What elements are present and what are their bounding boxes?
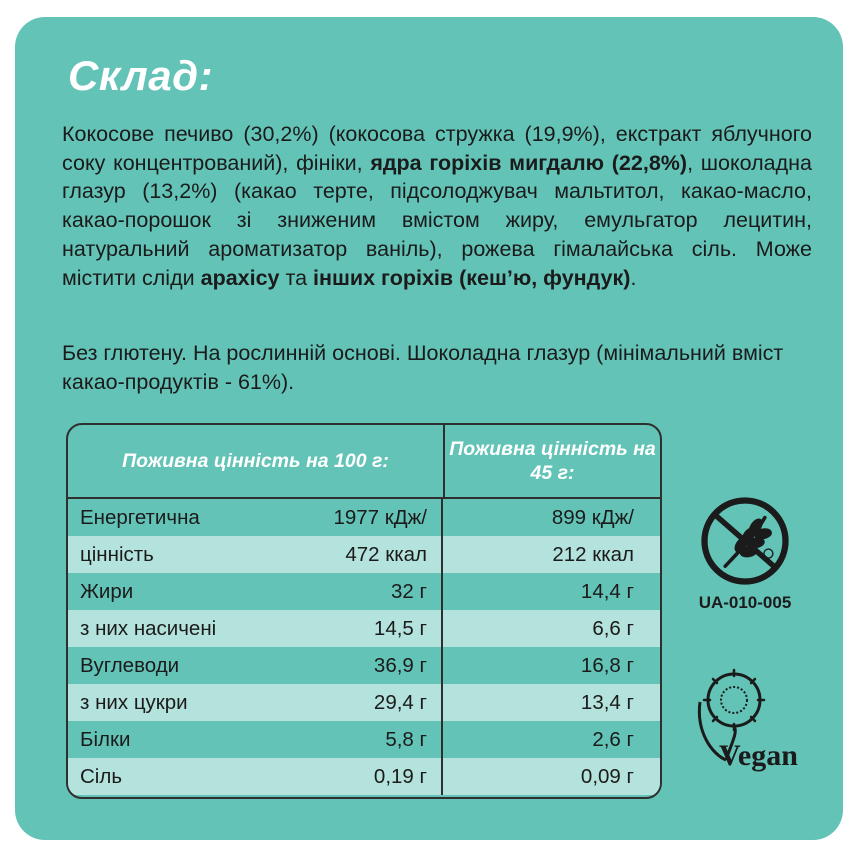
nutrient-name: Білки — [80, 727, 131, 751]
nutrition-rows — [68, 499, 660, 795]
table-row — [68, 758, 660, 795]
vegan-label: Vegan — [719, 739, 798, 772]
table-row — [68, 721, 660, 758]
nutrient-name: з них цукри — [80, 690, 188, 714]
value-per-45g: 2,6 г — [592, 727, 634, 751]
value-per-100g: 32 г — [296, 573, 443, 610]
value-per-45g: 899 кДж/ — [551, 505, 634, 529]
gluten-free-code: UA-010-005 — [698, 593, 792, 612]
value-per-100g: 14,5 г — [296, 610, 443, 647]
table-row — [68, 499, 660, 536]
value-per-45g: 0,09 г — [580, 764, 634, 788]
ingredients-text: Кокосове печиво (30,2%) (кокосова стружка (19,9%), екстракт яблучного соку концентрований), фініки, ядра горіхів мигдалю (22,8%), шоколадна глазур (13,2%) (какао терте, підсолоджувач мальтитол, какао-масло, какао-порошок зі зниженим вмістом жиру, емульгатор лецитин, натуральний ароматизатор ваніль), рожева гімалайська сіль. Може містити сліди арахісу та інших горіхів (кеш’ю, фундук). — [62, 122, 812, 290]
value-per-100g: 29,4 г — [296, 684, 443, 721]
allergen-other-nuts: інших горіхів (кеш’ю, фундук) — [313, 265, 631, 290]
header-per-100g: Поживна цінність на 100 г: — [68, 425, 445, 497]
table-row — [68, 647, 660, 684]
nutrient-name: Сіль — [80, 764, 123, 788]
table-row — [68, 536, 660, 573]
nutrient-name: цінність — [80, 542, 154, 566]
nutrient-name: Енергетична — [80, 505, 200, 529]
nutrition-table — [66, 423, 662, 799]
nutrition-table-header — [68, 425, 660, 499]
table-row — [68, 610, 660, 647]
value-per-45g: 6,6 г — [592, 616, 634, 640]
allergen-peanut: арахісу — [200, 265, 280, 290]
nutrient-name: Вуглеводи — [80, 653, 180, 677]
value-per-45g: 16,8 г — [580, 653, 634, 677]
value-per-45g: 212 ккал — [552, 542, 634, 566]
composition-title: Склад: — [68, 52, 214, 99]
vegan-logo — [686, 662, 824, 782]
value-per-100g: 0,19 г — [296, 758, 443, 795]
header-per-45g: Поживна цінність на 45 г: — [449, 438, 656, 484]
gluten-free-icon — [700, 496, 790, 586]
value-per-45g: 14,4 г — [580, 579, 634, 603]
nutrient-name: Жири — [80, 579, 134, 603]
product-notes: Без глютену. На рослинній основі. Шоколадна глазур (мінімальний вміст какао-продуктів - 61%). — [62, 341, 784, 394]
value-per-100g: 5,8 г — [296, 721, 443, 758]
value-per-100g: 36,9 г — [296, 647, 443, 684]
table-row — [68, 573, 660, 610]
nutrient-name: з них насичені — [80, 616, 217, 640]
table-row — [68, 684, 660, 721]
allergen-almond: ядра горіхів мигдалю (22,8%) — [370, 150, 688, 175]
value-per-45g: 13,4 г — [580, 690, 634, 714]
value-per-100g: 1977 кДж/ — [296, 499, 443, 536]
value-per-100g: 472 ккал — [296, 536, 443, 573]
